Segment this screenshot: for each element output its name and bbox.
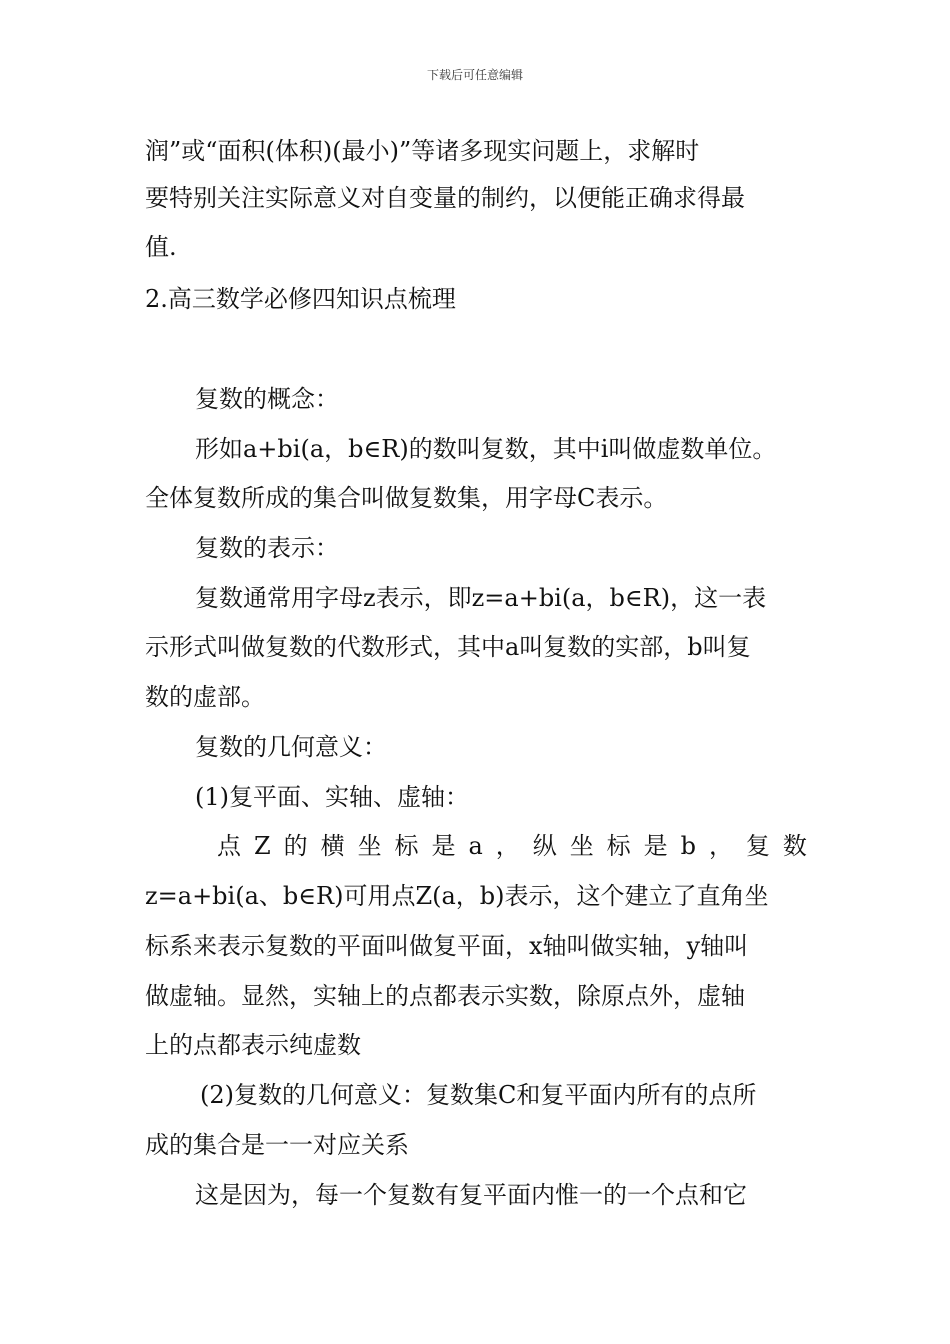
- subheading: 复数的表示：: [195, 534, 339, 562]
- text-line: 做虚轴。显然，实轴上的点都表示实数，除原点外，虚轴: [145, 982, 745, 1010]
- text-line: 示形式叫做复数的代数形式，其中a叫复数的实部，b叫复: [145, 633, 751, 661]
- word: 数: [782, 832, 807, 860]
- word: 是: [643, 832, 668, 860]
- word: 是: [431, 832, 456, 860]
- page-header: 下载后可任意编辑: [426, 68, 523, 82]
- text-line: 润”或“面积(体积)(最小)”等诸多现实问题上，求解时: [145, 137, 700, 165]
- word: 标: [394, 832, 419, 860]
- section-heading: 2.高三数学必修四知识点梳理: [145, 285, 456, 313]
- word: 点: [217, 832, 241, 860]
- subheading: (1)复平面、实轴、虚轴：: [195, 783, 469, 811]
- word: a: [468, 832, 483, 860]
- word: b: [680, 832, 696, 860]
- text-line: 这是因为，每一个复数有复平面内惟一的一个点和它: [195, 1181, 747, 1209]
- word: 复: [745, 832, 770, 860]
- text-line: 标系来表示复数的平面叫做复平面，x轴叫做实轴，y轴叫: [145, 932, 749, 960]
- word: ，: [495, 832, 520, 860]
- text-line: 要特别关注实际意义对自变量的制约，以便能正确求得最: [145, 184, 745, 212]
- text-line: 全体复数所成的集合叫做复数集，用字母C表示。: [145, 484, 668, 512]
- subheading: 复数的几何意义：: [195, 733, 387, 761]
- word: 横: [320, 832, 345, 860]
- word: Z: [253, 832, 271, 860]
- subheading: 复数的概念：: [195, 385, 339, 413]
- word: 坐: [357, 832, 382, 860]
- word: 坐: [569, 832, 594, 860]
- word: ，: [708, 832, 733, 860]
- text-line: 值.: [145, 233, 177, 261]
- word: 的: [283, 832, 308, 860]
- text-line: 形如a+bi(a，b∈R)的数叫复数，其中i叫做虚数单位。: [195, 435, 777, 463]
- word: 纵: [532, 832, 557, 860]
- text-line: 数的虚部。: [145, 683, 265, 711]
- text-line-justified: [217, 831, 807, 861]
- word: 标: [606, 832, 631, 860]
- text-line: z=a+bi(a、b∈R)可用点Z(a，b)表示，这个建立了直角坐: [145, 882, 769, 910]
- text-line: (2)复数的几何意义：复数集C和复平面内所有的点所: [200, 1081, 757, 1109]
- text-line: 上的点都表示纯虚数: [145, 1031, 361, 1059]
- text-line: 复数通常用字母z表示，即z=a+bi(a，b∈R)，这一表: [195, 584, 767, 612]
- text-line: 成的集合是一一对应关系: [145, 1131, 409, 1159]
